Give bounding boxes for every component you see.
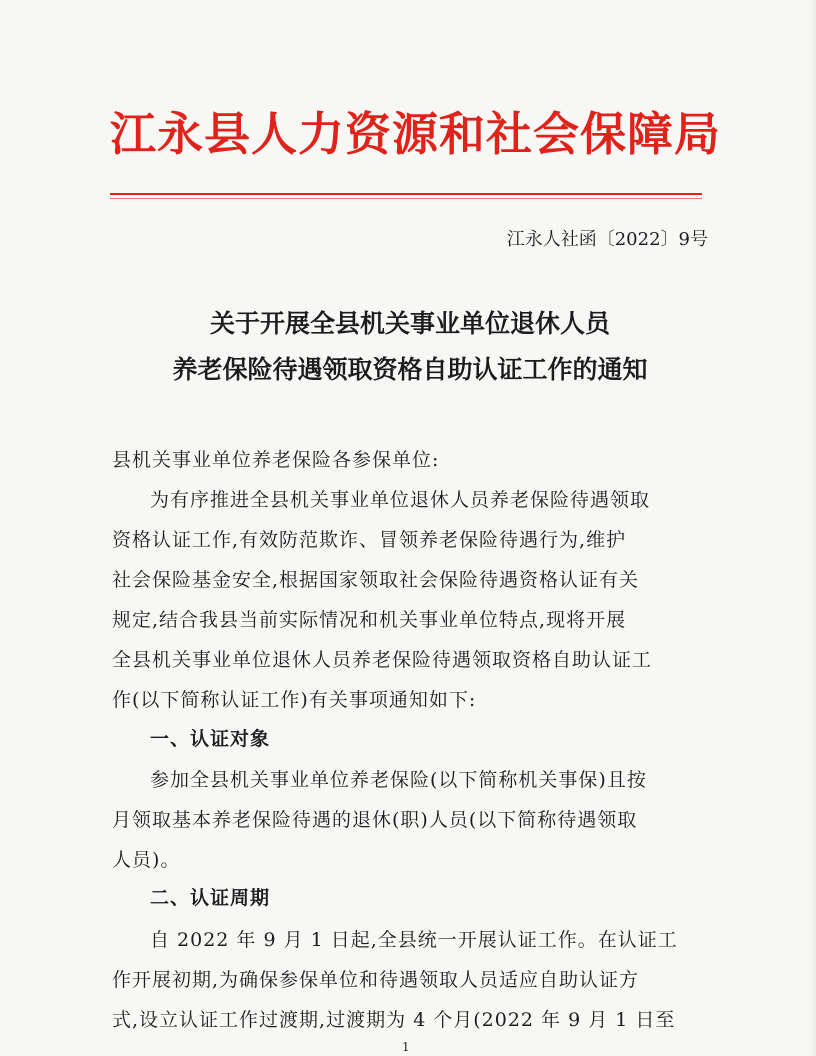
letterhead-title: 江永县人力资源和社会保障局 bbox=[110, 107, 721, 161]
document-title-line-1: 关于开展全县机关事业单位退休人员 bbox=[209, 309, 610, 338]
section-1-line: 月领取基本养老保险待遇的退休(职)人员(以下简称待遇领取 bbox=[112, 809, 638, 831]
document-title-line-2: 养老保险待遇领取资格自助认证工作的通知 bbox=[172, 355, 648, 384]
section-heading-2: 二、认证周期 bbox=[150, 887, 271, 909]
section-2-line: 自 2022 年 9 月 1 日起,全县统一开展认证工作。在认证工 bbox=[150, 929, 678, 951]
salutation: 县机关事业单位养老保险各参保单位: bbox=[112, 449, 440, 471]
section-1-line: 人员)。 bbox=[112, 849, 181, 871]
body-line: 为有序推进全县机关事业单位退休人员养老保险待遇领取 bbox=[150, 489, 651, 511]
body-line: 作(以下简称认证工作)有关事项通知如下: bbox=[112, 689, 477, 711]
section-heading-1: 一、认证对象 bbox=[150, 728, 271, 750]
body-line: 资格认证工作,有效防范欺诈、冒领养老保险待遇行为,维护 bbox=[112, 529, 627, 551]
body-line: 全县机关事业单位退休人员养老保险待遇领取资格自助认证工 bbox=[112, 649, 653, 671]
paper-edge-shadow bbox=[810, 0, 816, 1056]
section-2-line: 作开展初期,为确保参保单位和待遇领取人员适应自助认证方 bbox=[112, 969, 640, 991]
body-line: 社会保险基金安全,根据国家领取社会保险待遇资格认证有关 bbox=[112, 569, 640, 591]
document-number: 江永人社函〔2022〕9号 bbox=[506, 229, 708, 250]
page-number: 1 bbox=[402, 1040, 410, 1054]
section-2-line: 式,设立认证工作过渡期,过渡期为 4 个月(2022 年 9 月 1 日至 bbox=[112, 1009, 676, 1031]
section-1-line: 参加全县机关事业单位养老保险(以下简称机关事保)且按 bbox=[150, 769, 647, 791]
body-line: 规定,结合我县当前实际情况和机关事业单位特点,现将开展 bbox=[112, 609, 627, 631]
letterhead-red-line-thin bbox=[110, 198, 702, 199]
letterhead-red-line bbox=[110, 193, 702, 195]
